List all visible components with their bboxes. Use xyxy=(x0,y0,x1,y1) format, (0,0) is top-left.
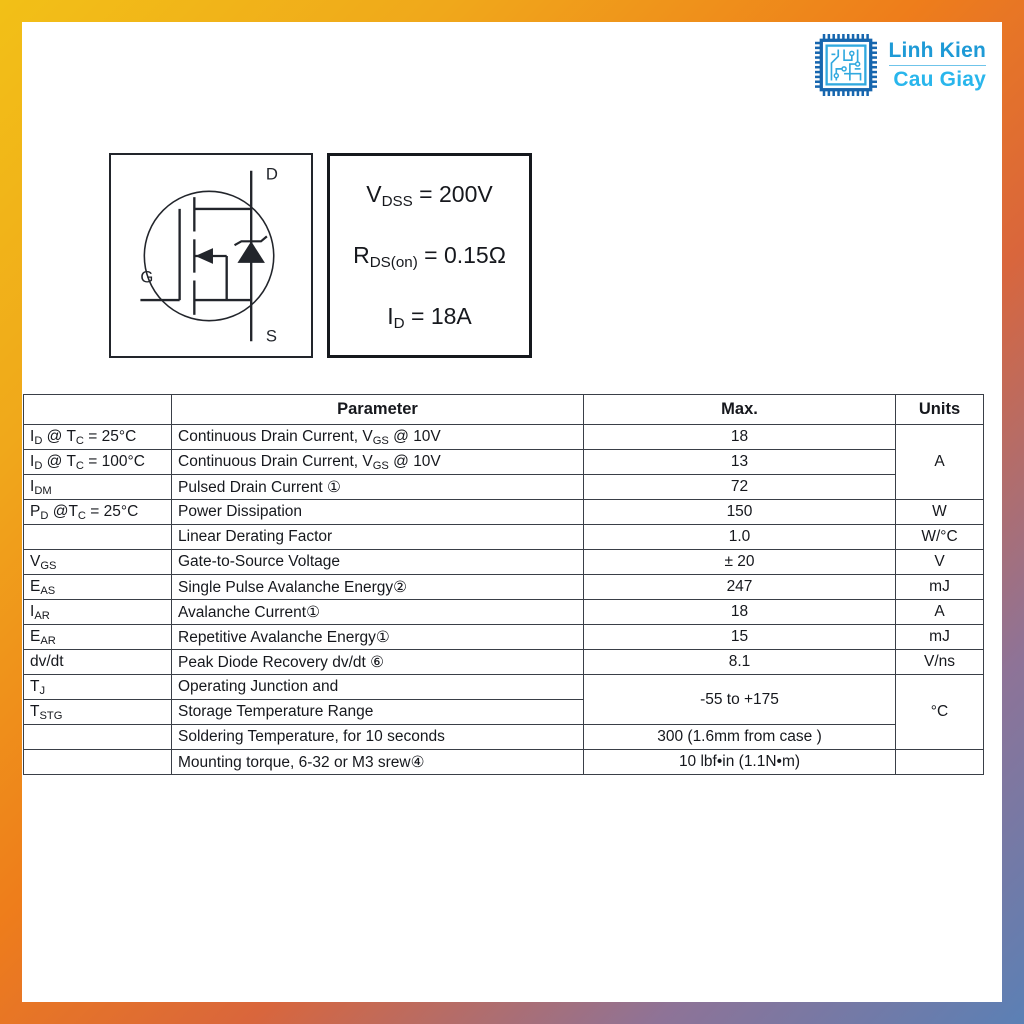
cell-parameter: Avalanche Current① xyxy=(172,600,584,625)
spec-rdson-value: = 0.15Ω xyxy=(417,242,506,268)
table-body xyxy=(24,425,984,775)
cell-symbol: $T_J$ xyxy=(24,675,172,700)
spec-vdss-subscript: DSS xyxy=(381,193,413,211)
column-header-units: Units xyxy=(896,395,984,425)
terminal-label-source: S xyxy=(265,326,278,346)
cell-symbol: $I_D$ @ $T_C = 100^\circ C$ xyxy=(24,450,172,475)
microchip-icon xyxy=(815,34,877,96)
cell-parameter: Power Dissipation xyxy=(172,500,584,525)
mosfet-symbol-diagram xyxy=(111,155,311,356)
cell-units: V/ns xyxy=(896,650,984,675)
cell-symbol: $T_{STG}$ xyxy=(24,700,172,725)
cell-symbol: $V_{GS}$ xyxy=(24,550,172,575)
cell-parameter: Soldering Temperature, for 10 seconds xyxy=(172,725,584,750)
cell-symbol: $E_{AR}$ xyxy=(24,625,172,650)
table-row xyxy=(24,525,984,550)
spec-rdson xyxy=(353,242,506,272)
cell-max: 18 xyxy=(584,425,896,450)
cell-max: 1.0 xyxy=(584,525,896,550)
datasheet-page xyxy=(22,22,1002,1002)
key-specs-box xyxy=(327,153,532,358)
cell-units: mJ xyxy=(896,625,984,650)
cell-max: 13 xyxy=(584,450,896,475)
column-header-parameter: Parameter xyxy=(172,395,584,425)
cell-parameter: Continuous Drain Current, $V_{GS}$ @ 10V xyxy=(172,425,584,450)
cell-units: A xyxy=(896,600,984,625)
cell-symbol: $I_D$ @ $T_C = 25^\circ C$ xyxy=(24,425,172,450)
spec-rdson-subscript: DS(on) xyxy=(369,254,418,272)
column-header-max: Max. xyxy=(584,395,896,425)
cell-parameter: Operating Junction and xyxy=(172,675,584,700)
cell-max: 72 xyxy=(584,475,896,500)
cell-max: 10 lbf•in (1.1N•m) xyxy=(584,750,896,775)
cell-symbol xyxy=(24,525,172,550)
cell-symbol: dv/dt xyxy=(24,650,172,675)
brand-divider xyxy=(889,65,986,66)
table-row xyxy=(24,750,984,775)
table-row xyxy=(24,475,984,500)
cell-parameter: Repetitive Avalanche Energy① xyxy=(172,625,584,650)
spec-vdss xyxy=(366,181,493,211)
cell-units: mJ xyxy=(896,575,984,600)
table-row xyxy=(24,500,984,525)
spec-id-subscript: D xyxy=(393,315,405,333)
cell-symbol xyxy=(24,725,172,750)
cell-symbol: $P_D$ $@T_C = 25^\circ C$ xyxy=(24,500,172,525)
cell-max: 8.1 xyxy=(584,650,896,675)
column-header-symbol xyxy=(24,395,172,425)
table-header-row xyxy=(24,395,984,425)
table-row xyxy=(24,650,984,675)
table-row xyxy=(24,600,984,625)
brand-logo[interactable] xyxy=(815,34,986,96)
cell-units: °C xyxy=(896,675,984,750)
brand-line-1: Linh Kien xyxy=(888,38,986,62)
cell-parameter: Mounting torque, 6-32 or M3 srew④ xyxy=(172,750,584,775)
cell-units: V xyxy=(896,550,984,575)
table-row xyxy=(24,575,984,600)
spec-rdson-symbol: R xyxy=(353,242,370,268)
cell-units: A xyxy=(896,425,984,500)
cell-units: W/°C xyxy=(896,525,984,550)
cell-parameter: Linear Derating Factor xyxy=(172,525,584,550)
cell-symbol xyxy=(24,750,172,775)
absolute-maximum-ratings-table xyxy=(23,394,984,775)
cell-parameter: Pulsed Drain Current ① xyxy=(172,475,584,500)
cell-max: ± 20 xyxy=(584,550,896,575)
cell-parameter: Peak Diode Recovery dv/dt ⑥ xyxy=(172,650,584,675)
table-header xyxy=(24,395,984,425)
spec-vdss-value: = 200V xyxy=(412,181,493,207)
cell-parameter: Storage Temperature Range xyxy=(172,700,584,725)
table-row xyxy=(24,425,984,450)
cell-symbol: $I_{AR}$ xyxy=(24,600,172,625)
table-row xyxy=(24,550,984,575)
cell-max: 18 xyxy=(584,600,896,625)
table-row xyxy=(24,450,984,475)
spec-vdss-symbol: V xyxy=(366,181,382,207)
table-row xyxy=(24,675,984,700)
cell-max: 247 xyxy=(584,575,896,600)
spec-id xyxy=(387,303,472,333)
cell-units xyxy=(896,750,984,775)
table-row xyxy=(24,725,984,750)
cell-parameter: Gate-to-Source Voltage xyxy=(172,550,584,575)
brand-line-2: Cau Giay xyxy=(893,67,986,91)
brand-wordmark xyxy=(889,39,986,91)
cell-symbol: $E_{AS}$ xyxy=(24,575,172,600)
clipped-scan-artifact xyxy=(142,822,442,831)
cell-max: 150 xyxy=(584,500,896,525)
terminal-label-drain: D xyxy=(265,164,278,184)
table-row xyxy=(24,625,984,650)
cell-max: 15 xyxy=(584,625,896,650)
cell-units: W xyxy=(896,500,984,525)
cell-parameter: Continuous Drain Current, $V_{GS}$ @ 10V xyxy=(172,450,584,475)
spec-id-value: = 18A xyxy=(404,303,472,329)
mosfet-symbol-box xyxy=(109,153,313,358)
cell-max: -55 to +175 xyxy=(584,675,896,725)
cell-symbol: $I_{DM}$ xyxy=(24,475,172,500)
spec-id-symbol: I xyxy=(387,303,394,329)
cell-parameter: Single Pulse Avalanche Energy② xyxy=(172,575,584,600)
cell-max: 300 (1.6mm from case ) xyxy=(584,725,896,750)
terminal-label-gate: G xyxy=(140,267,154,287)
